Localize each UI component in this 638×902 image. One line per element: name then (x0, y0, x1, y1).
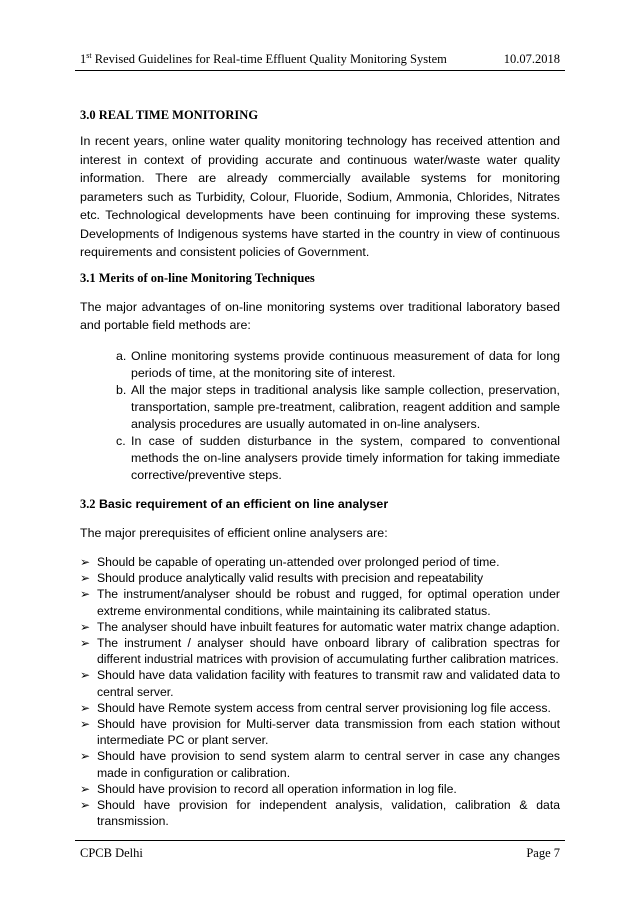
requirement-text: Should have provision to record all operation information in log file. (97, 781, 457, 796)
merit-marker: c. (116, 433, 126, 448)
requirement-text: The instrument / analyser should have onboard library of calibration spectras for different industrial matrices with provision of accumulating further calibration matrices. (97, 636, 560, 667)
merit-text: All the major steps in traditional analysis like sample collection, preservation, transportation, sample pre-treatment, calibration, reagent addition and sample analysis procedures are usually automated in on-line analysers. (131, 382, 560, 431)
requirement-text: The instrument/analyser should be robust and rugged, for optimal operation under extreme environmental conditions, while maintaining its calibrated status. (97, 587, 560, 618)
footer-page-number: Page 7 (526, 846, 560, 860)
page-header (80, 52, 560, 67)
merit-item (116, 382, 560, 433)
requirements-list (80, 554, 560, 829)
requirement-item (80, 797, 560, 829)
arrow-bullet-icon: ➢ (80, 781, 91, 796)
section-3-0-paragraph: In recent years, online water quality monitoring technology has received attention and interest in context of providing accurate and continuous water/waste water quality information. There are already commercially available systems for monitoring parameters such as Turbidity, Colour, Fluoride, Sodium, Ammonia, Chlorides, Nitrates etc. Technological developments have been continuing for improving these systems. Developments of Indigenous systems have started in the country in view of continuous requirements and consistent policies of Government. (80, 134, 560, 259)
arrow-bullet-icon: ➢ (80, 587, 91, 602)
section-3-2-heading: 3.2 Basic requirement of an efficient on line analyser (80, 496, 389, 511)
merit-text: In case of sudden disturbance in the system, compared to conventional methods the on-line analysers provide timely information for taking immediate corrective/preventive steps. (131, 433, 560, 482)
requirement-item (80, 619, 560, 635)
requirement-item (80, 700, 560, 716)
section-3-2-intro: The major prerequisites of efficient online analysers are: (80, 525, 388, 540)
footer-org: CPCB Delhi (80, 846, 143, 860)
arrow-bullet-icon: ➢ (80, 717, 91, 732)
merits-list (80, 348, 560, 484)
header-title: 1st Revised Guidelines for Real-time Effluent Quality Monitoring System (80, 50, 447, 66)
merit-item (116, 433, 560, 484)
arrow-bullet-icon: ➢ (80, 798, 91, 813)
footer-divider (75, 840, 565, 841)
page-content (80, 98, 560, 829)
arrow-bullet-icon: ➢ (80, 571, 91, 586)
header-divider (75, 70, 565, 71)
arrow-bullet-icon: ➢ (80, 619, 91, 634)
section-3-0-heading: 3.0 REAL TIME MONITORING (80, 108, 259, 122)
merit-marker: a. (116, 348, 127, 363)
arrow-bullet-icon: ➢ (80, 668, 91, 683)
section-3-1-intro: The major advantages of on-line monitoring systems over traditional laboratory based and portable field methods are: (80, 299, 560, 332)
merit-item (116, 348, 560, 382)
requirement-text: Should have provision to send system alarm to central server in case any changes made in configuration or calibration. (97, 749, 560, 780)
header-date: 10.07.2018 (503, 52, 560, 66)
requirement-text: Should be capable of operating un-attended over prolonged period of time. (97, 555, 500, 569)
requirement-item (80, 667, 560, 699)
section-3-1-heading: 3.1 Merits of on-line Monitoring Techniques (80, 270, 315, 285)
requirement-item (80, 716, 560, 748)
page-footer (80, 846, 560, 861)
requirement-text: Should have provision for Multi-server data transmission from each station without intermediate PC or plant server. (97, 717, 560, 748)
requirement-text: Should have provision for independent analysis, validation, calibration & data transmission. (97, 798, 560, 829)
requirement-text: Should produce analytically valid results with precision and repeatability (97, 571, 484, 586)
arrow-bullet-icon: ➢ (80, 700, 91, 715)
merit-marker: b. (116, 382, 127, 397)
merit-text: Online monitoring systems provide continuous measurement of data for long periods of time, at the monitoring site of interest. (131, 348, 560, 380)
requirement-text: Should have Remote system access from central server provisioning log file access. (97, 700, 551, 715)
requirement-text: Should have data validation facility with features to transmit raw and validated data to central server. (97, 668, 560, 699)
arrow-bullet-icon: ➢ (80, 555, 91, 569)
requirement-item (80, 570, 560, 586)
requirement-item (80, 635, 560, 667)
requirement-item (80, 781, 560, 797)
requirement-item (80, 554, 560, 570)
requirement-item (80, 586, 560, 618)
arrow-bullet-icon: ➢ (80, 636, 91, 651)
requirement-text: The analyser should have inbuilt features for automatic water matrix change adaption. (97, 619, 560, 634)
requirement-item (80, 748, 560, 780)
arrow-bullet-icon: ➢ (80, 749, 91, 764)
